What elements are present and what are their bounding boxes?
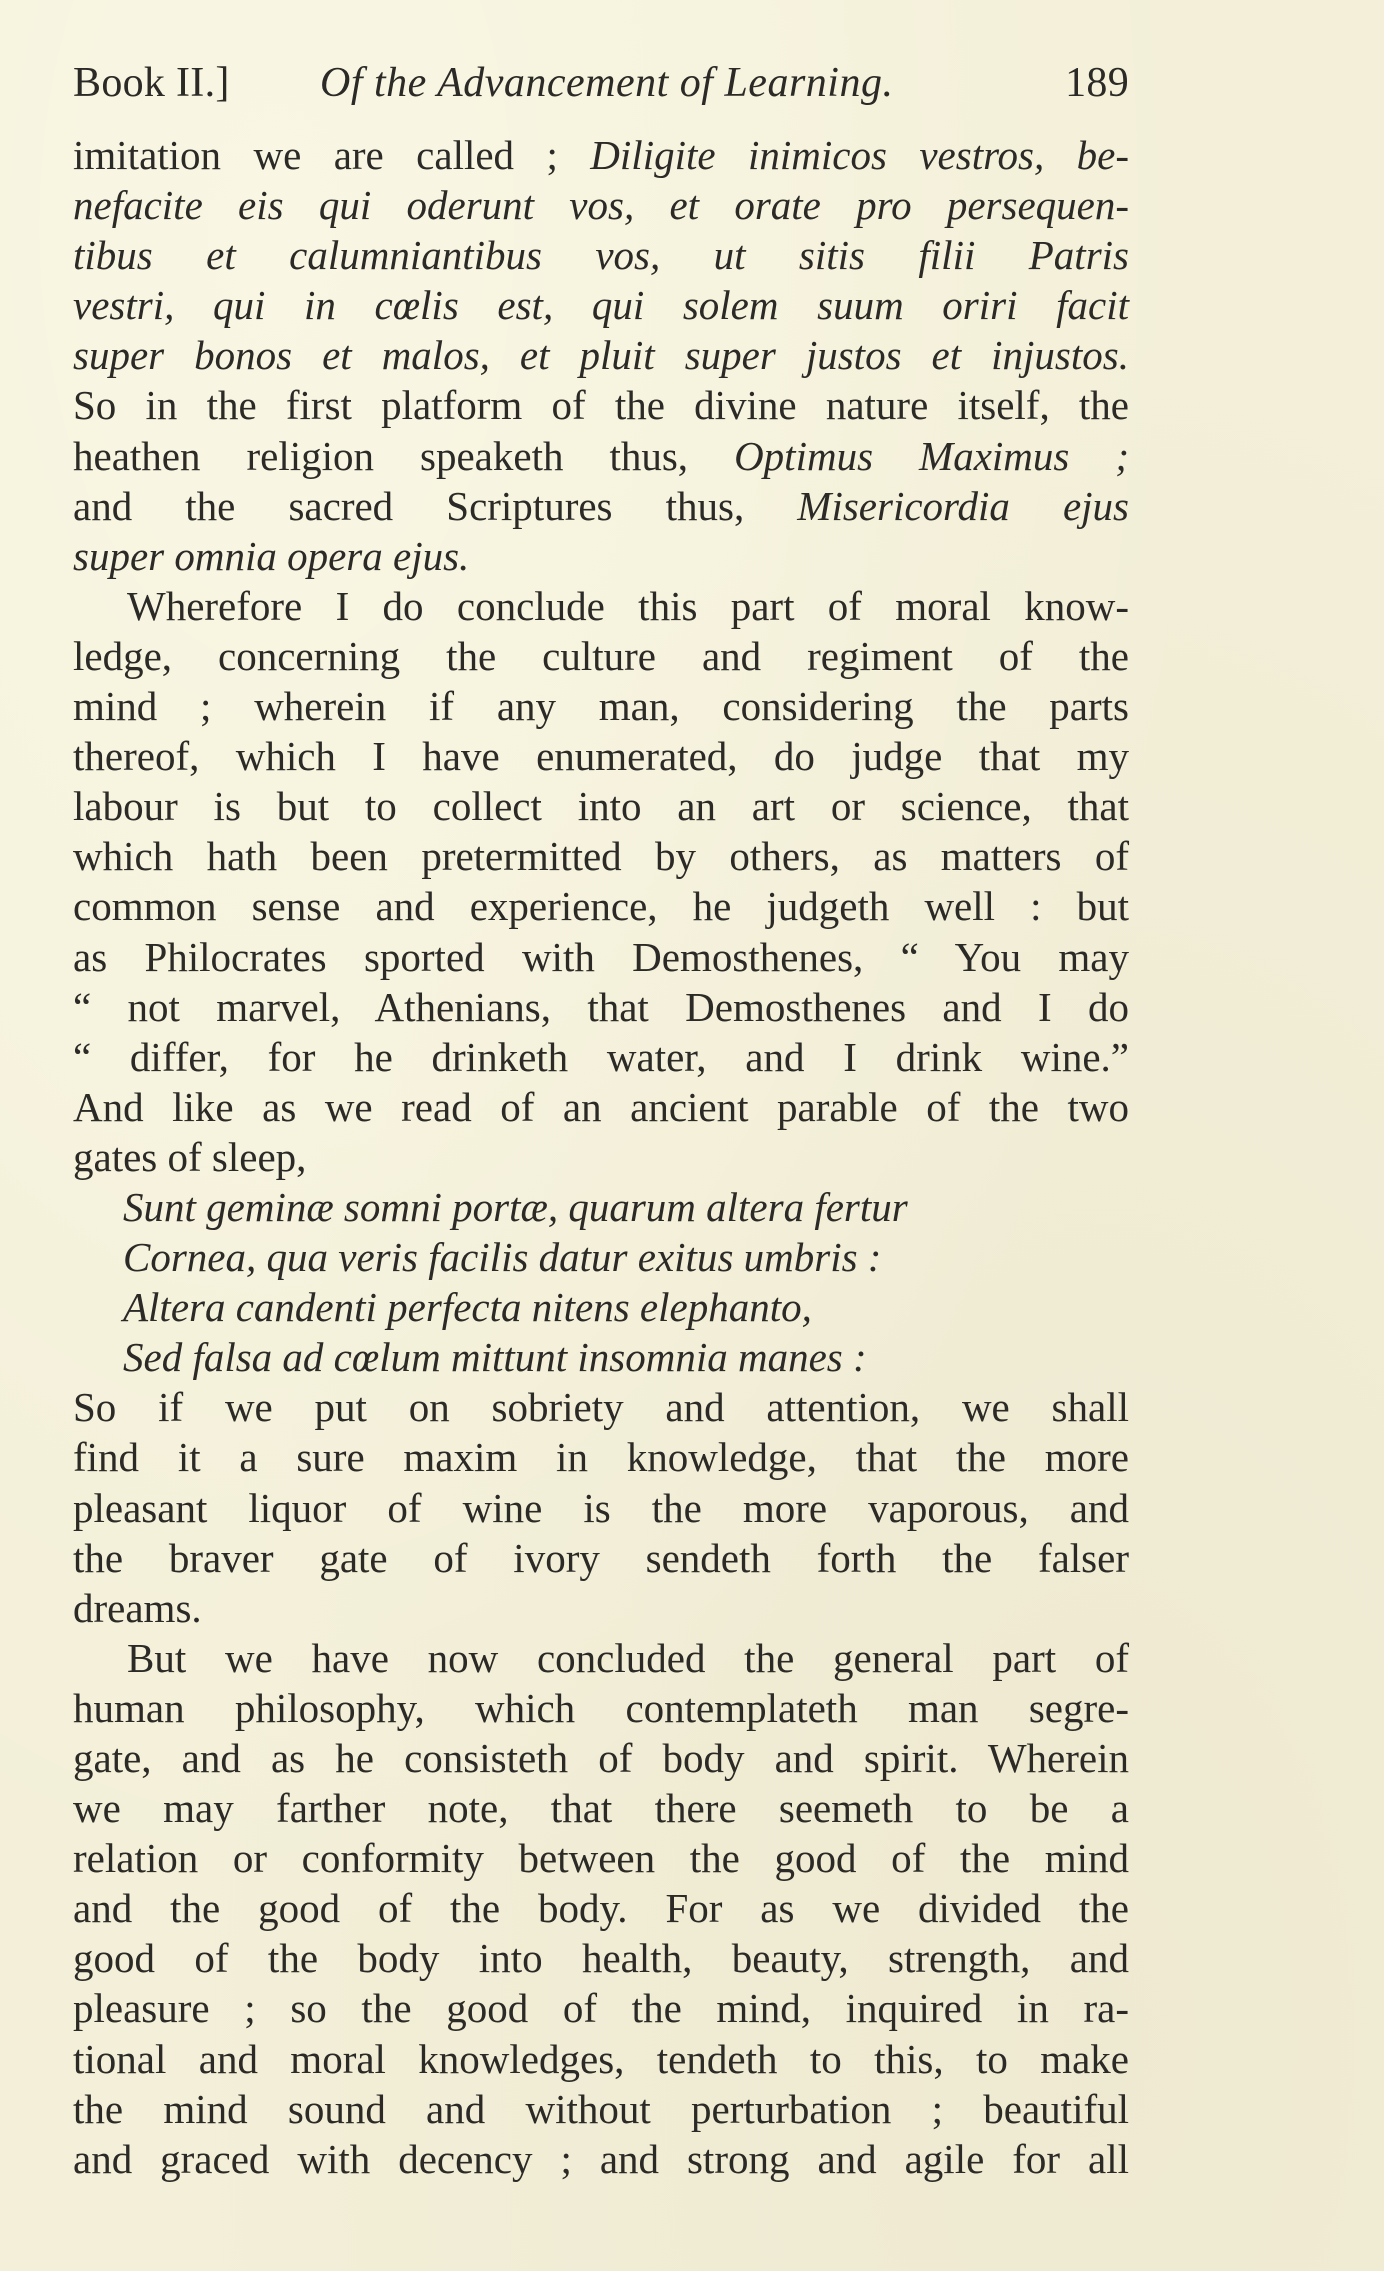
roman-text: which hath been pretermitted by others, as matters of bbox=[73, 833, 1129, 880]
roman-text: the braver gate of ivory sendeth forth the falser bbox=[73, 1534, 1129, 1581]
italic-text: super bonos et malos, et pluit super justos et injustos. bbox=[73, 332, 1129, 379]
roman-text: human philosophy, which contemplateth man segre- bbox=[73, 1684, 1129, 1731]
roman-text: imitation we are called ; bbox=[73, 132, 591, 178]
text-line bbox=[73, 2084, 1129, 2134]
text-line bbox=[73, 881, 1129, 931]
italic-text: Optimus Maximus ; bbox=[734, 432, 1130, 479]
italic-text: Sed falsa ad cœlum mittunt insomnia manes : bbox=[123, 1334, 867, 1381]
roman-text: gates of sleep, bbox=[73, 1133, 307, 1180]
text-line bbox=[73, 1583, 1129, 1633]
roman-text: ledge, concerning the culture and regiment of the bbox=[73, 632, 1129, 679]
roman-text: we may farther note, that there seemeth to be a bbox=[73, 1785, 1129, 1832]
text-line bbox=[73, 1483, 1129, 1533]
roman-text: and the good of the body. For as we divided the bbox=[73, 1885, 1129, 1932]
body-text bbox=[73, 130, 1129, 2184]
roman-text: pleasure ; so the good of the mind, inquired in ra- bbox=[73, 1985, 1129, 2032]
roman-text: And like as we read of an ancient parable of the two bbox=[73, 1083, 1129, 1130]
text-line bbox=[73, 531, 1129, 581]
text-line bbox=[73, 1633, 1129, 1683]
roman-text: and the sacred Scriptures thus, bbox=[73, 482, 798, 529]
text-line bbox=[73, 1032, 1129, 1082]
text-line bbox=[73, 1783, 1129, 1833]
roman-text: So if we put on sobriety and attention, we shall bbox=[73, 1384, 1129, 1431]
text-line bbox=[73, 681, 1129, 731]
text-line bbox=[73, 1533, 1129, 1583]
text-line bbox=[73, 2134, 1129, 2184]
text-line bbox=[73, 1733, 1129, 1783]
text-line bbox=[73, 280, 1129, 330]
text-line bbox=[73, 1833, 1129, 1883]
roman-text: gate, and as he consisteth of body and spirit. Wherein bbox=[73, 1735, 1129, 1781]
text-line bbox=[73, 781, 1129, 831]
text-line bbox=[73, 431, 1129, 481]
running-title: Of the Advancement of Learning. bbox=[320, 60, 894, 106]
roman-text: find it a sure maxim in knowledge, that the more bbox=[73, 1434, 1129, 1481]
verse-line bbox=[73, 1332, 1129, 1382]
text-line bbox=[73, 581, 1129, 631]
text-line bbox=[73, 1132, 1129, 1182]
roman-text: dreams. bbox=[73, 1584, 202, 1631]
roman-text: “ not marvel, Athenians, that Demosthenes and I do bbox=[73, 983, 1129, 1030]
roman-text: the mind sound and without perturbation ; beautiful bbox=[73, 2085, 1129, 2132]
roman-text: thereof, which I have enumerated, do judge that my bbox=[73, 733, 1129, 780]
italic-text: Diligite inimicos vestros, be- bbox=[590, 132, 1129, 178]
roman-text: Wherefore I do conclude this part of moral know- bbox=[127, 582, 1129, 629]
text-line bbox=[73, 330, 1129, 380]
roman-text: mind ; wherein if any man, considering the parts bbox=[73, 683, 1129, 730]
roman-text: tional and moral knowledges, tendeth to this, to make bbox=[73, 2035, 1129, 2082]
text-line bbox=[73, 1683, 1129, 1733]
roman-text: good of the body into health, beauty, strength, and bbox=[73, 1935, 1129, 1982]
text-line bbox=[73, 982, 1129, 1032]
text-line bbox=[73, 1432, 1129, 1482]
italic-text: nefacite eis qui oderunt vos, et orate pro persequen- bbox=[73, 182, 1129, 229]
text-line bbox=[73, 2034, 1129, 2084]
verse-line bbox=[73, 1282, 1129, 1332]
italic-text: Cornea, qua veris facilis datur exitus umbris : bbox=[123, 1234, 882, 1281]
text-line bbox=[73, 1883, 1129, 1933]
running-head bbox=[73, 56, 1129, 110]
text-line bbox=[73, 230, 1129, 280]
text-line bbox=[73, 1933, 1129, 1983]
text-line bbox=[73, 831, 1129, 881]
text-line bbox=[73, 130, 1129, 180]
text-line bbox=[73, 1082, 1129, 1132]
roman-text: as Philocrates sported with Demosthenes, “ You may bbox=[73, 933, 1129, 980]
book-label: Book II.] bbox=[73, 60, 230, 106]
italic-text: vestri, qui in cœlis est, qui solem suum oriri facit bbox=[73, 282, 1129, 329]
roman-text: But we have now concluded the general part of bbox=[127, 1634, 1129, 1681]
roman-text: So in the first platform of the divine nature itself, the bbox=[73, 382, 1129, 429]
italic-text: Misericordia ejus bbox=[797, 482, 1129, 529]
roman-text: labour is but to collect into an art or science, that bbox=[73, 783, 1129, 830]
text-line bbox=[73, 1382, 1129, 1432]
page-number: 189 bbox=[1065, 60, 1129, 106]
roman-text: pleasant liquor of wine is the more vaporous, and bbox=[73, 1484, 1129, 1531]
text-line bbox=[73, 631, 1129, 681]
text-line bbox=[73, 932, 1129, 982]
text-line bbox=[73, 731, 1129, 781]
italic-text: tibus et calumniantibus vos, ut sitis filii Patris bbox=[73, 232, 1129, 279]
text-line bbox=[73, 481, 1129, 531]
italic-text: Sunt geminæ somni portæ, quarum altera fertur bbox=[123, 1183, 908, 1230]
verse-line bbox=[73, 1182, 1129, 1232]
roman-text: heathen religion speaketh thus, bbox=[73, 432, 735, 479]
roman-text: common sense and experience, he judgeth well : but bbox=[73, 883, 1129, 930]
roman-text: relation or conformity between the good of the mind bbox=[73, 1835, 1129, 1882]
italic-text: Altera candenti perfecta nitens elephanto, bbox=[123, 1284, 812, 1331]
text-line bbox=[73, 380, 1129, 430]
text-line bbox=[73, 1983, 1129, 2033]
italic-text: super omnia opera ejus. bbox=[73, 532, 470, 579]
roman-text: and graced with decency ; and strong and agile for all bbox=[73, 2135, 1129, 2182]
verse-line bbox=[73, 1232, 1129, 1282]
roman-text: “ differ, for he drinketh water, and I drink wine.” bbox=[73, 1033, 1129, 1080]
text-line bbox=[73, 180, 1129, 230]
